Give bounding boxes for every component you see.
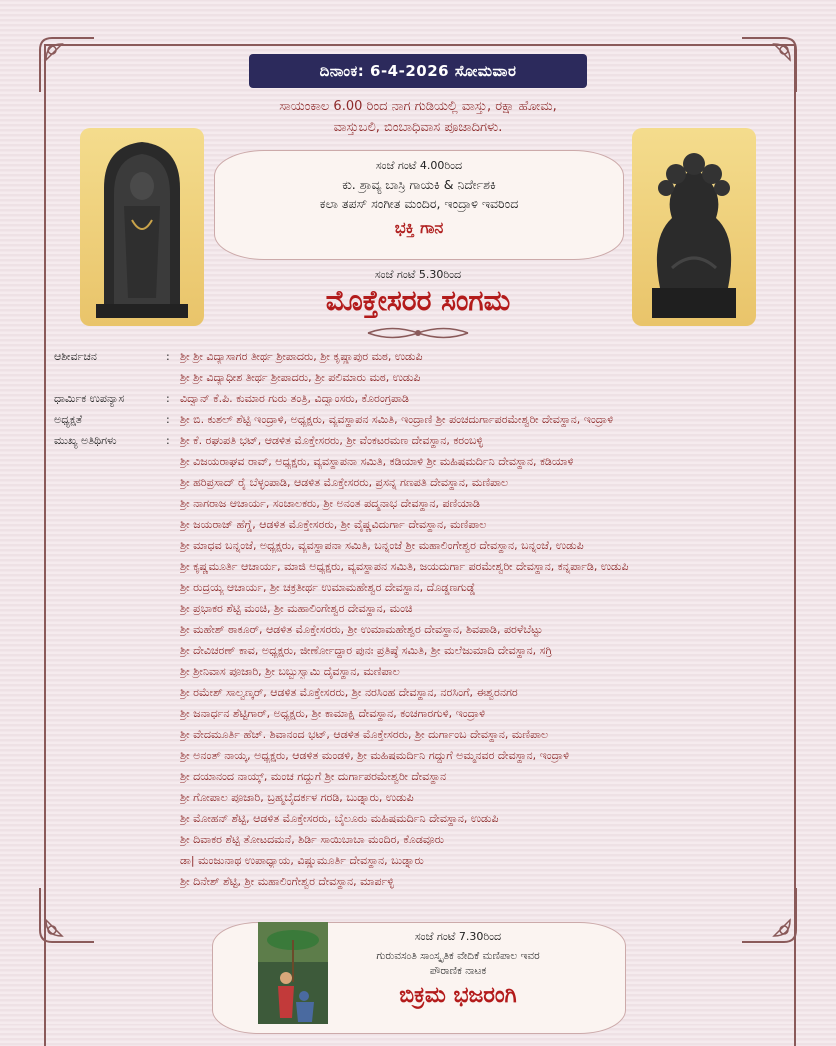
guest-row-colon bbox=[166, 623, 180, 636]
guest-row bbox=[54, 745, 784, 766]
guest-row bbox=[54, 409, 784, 430]
guest-row bbox=[54, 451, 784, 472]
naga-idol-image-right bbox=[632, 128, 756, 326]
guest-row-colon: : bbox=[166, 392, 170, 405]
guest-list bbox=[54, 346, 784, 892]
guest-row-label: ಅಧ್ಯಕ್ಷತೆ bbox=[54, 412, 83, 426]
corner-ornament-top-right bbox=[734, 30, 804, 100]
guest-row-colon bbox=[166, 560, 180, 573]
guest-row-colon bbox=[166, 581, 180, 594]
guest-row-colon bbox=[166, 791, 180, 804]
guest-row-colon bbox=[166, 476, 180, 489]
guest-row-colon: : bbox=[166, 350, 170, 363]
guest-row-value: ಶ್ರೀ ವಿಜಯರಾಘವ ರಾವ್, ಅಧ್ಯಕ್ಷರು, ವ್ಯವಸ್ಥಾಪನಾ ಸಮಿತಿ, ಕಡಿಯಾಳಿ ಶ್ರೀ ಮಹಿಷಮರ್ದಿನಿ ದೇವಸ್ಥಾನ, ಕಡಿಯಾಳಿ bbox=[180, 454, 574, 468]
guest-row-value: ಶ್ರೀ ವೇದಮೂರ್ತಿ ಹೆಚ್. ಶಿವಾನಂದ ಭಟ್, ಆಡಳಿತ ಮೊಕ್ತೇಸರರು, ಶ್ರೀ ದುರ್ಗಾಂಬ ದೇವಸ್ಥಾನ, ಮಣಿಪಾಲ bbox=[180, 727, 549, 741]
guest-row-colon bbox=[166, 686, 180, 699]
guest-row-colon bbox=[166, 707, 180, 720]
guest-row bbox=[54, 535, 784, 556]
guest-row-value: ಶ್ರೀ ಶ್ರೀ ವಿದ್ಯಾಧೀಶ ತೀರ್ಥ ಶ್ರೀಪಾದರು, ಶ್ರೀ ಪಲಿಮಾರು ಮಠ, ಉಡುಪಿ bbox=[180, 370, 421, 384]
guest-row-value: ಶ್ರೀ ಹರಿಪ್ರಸಾದ್ ರೈ ಬೆಳ್ಳಂಪಾಡಿ, ಆಡಳಿತ ಮೊಕ್ತೇಸರರು, ಪ್ರಸನ್ನ ಗಣಪತಿ ದೇವಸ್ಥಾನ, ಮಣಿಪಾಲ bbox=[180, 475, 509, 489]
guest-row bbox=[54, 598, 784, 619]
corner-ornament-top-left bbox=[32, 30, 102, 100]
guest-row-colon bbox=[166, 539, 180, 552]
deity-idol-image-left bbox=[80, 128, 204, 326]
guest-row-colon bbox=[166, 644, 180, 657]
guest-row bbox=[54, 640, 784, 661]
sangama-time: ಸಂಜೆ ಗಂಟೆ 5.30ರಿಂದ bbox=[374, 268, 462, 281]
intro-line: ಸಾಯಂಕಾಲ 6.00 ರಿಂದ ನಾಗ ಗುಡಿಯಲ್ಲಿ ವಾಸ್ತು, ರಕ್ಷಾ ಹೋಮ, bbox=[279, 99, 557, 114]
guest-row-value: ಶ್ರೀ ನಾಗರಾಜ ಆಚಾರ್ಯ, ಸಂಚಾಲಕರು, ಶ್ರೀ ಅನಂತ ಪದ್ಮನಾಭ ದೇವಸ್ಥಾನ, ಪಣಿಯಾಡಿ bbox=[180, 496, 480, 510]
guest-row-colon bbox=[166, 875, 180, 888]
guest-row-value: ವಿದ್ವಾನ್ ಕೆ.ಪಿ. ಕುಮಾರ ಗುರು ತಂತ್ರಿ, ವಿದ್ವಾಂಸರು, ಕೊರಂಗ್ರಪಾಡಿ bbox=[180, 391, 409, 405]
guest-row-value: ಶ್ರೀ ಪ್ರಭಾಕರ ಶೆಟ್ಟಿ ಮಂಚಿ, ಶ್ರೀ ಮಹಾಲಿಂಗೇಶ್ವರ ದೇವಸ್ಥಾನ, ಮಂಚಿ bbox=[180, 601, 413, 615]
guest-row-value: ಶ್ರೀ ಮಹೇಶ್ ಠಾಕೂರ್, ಆಡಳಿತ ಮೊಕ್ತೇಸರರು, ಶ್ರೀ ಉಮಾಮಹೇಶ್ವರ ದೇವಸ್ಥಾನ, ಶಿವಪಾಡಿ, ಪರಳೆಬೆಟ್ಟು bbox=[180, 622, 543, 636]
bhakti-gana-card bbox=[214, 150, 624, 260]
guest-row-colon bbox=[166, 854, 180, 867]
guest-row-colon bbox=[166, 812, 180, 825]
guest-row bbox=[54, 808, 784, 829]
guest-row-value: ಶ್ರೀ ದೇವಿಚರಣ್ ಕಾವ, ಅಧ್ಯಕ್ಷರು, ಜೀರ್ಣೋದ್ಧಾರ ಪುನಃ ಪ್ರತಿಷ್ಠೆ ಸಮಿತಿ, ಶ್ರೀ ಮಲೆಜುಮಾದಿ ದೇವಸ್ಥಾನ, ಸಗ್ರಿ bbox=[180, 643, 552, 657]
guest-row-value: ಶ್ರೀ ದಿವಾಕರ ಶೆಟ್ಟಿ ತೋಟದಮನೆ, ಶಿರ್ಡಿ ಸಾಯಿಬಾಬಾ ಮಂದಿರ, ಕೊಡವೂರು bbox=[180, 832, 445, 846]
guest-row bbox=[54, 346, 784, 367]
sangama-title: ಮೊಕ್ತೇಸರರ ಸಂಗಮ bbox=[325, 284, 511, 317]
guest-row-label: ಮುಖ್ಯ ಅತಿಥಿಗಳು bbox=[54, 433, 117, 447]
guest-row bbox=[54, 850, 784, 871]
drama-time: ಸಂಜೆ ಗಂಟೆ 7.30ರಿಂದ bbox=[414, 930, 502, 943]
intro-text bbox=[150, 96, 686, 138]
drama-text bbox=[334, 930, 582, 1008]
guest-row bbox=[54, 493, 784, 514]
drama-kind: ಪೌರಾಣಿಕ ನಾಟಕ bbox=[429, 965, 487, 977]
guest-row bbox=[54, 556, 784, 577]
guest-row-colon bbox=[166, 497, 180, 510]
guest-row bbox=[54, 766, 784, 787]
guest-row-value: ಶ್ರೀ ರುದ್ರಯ್ಯ ಆಚಾರ್ಯ, ಶ್ರೀ ಚಕ್ರತೀರ್ಥ ಉಮಾಮಹೇಶ್ವರ ದೇವಸ್ಥಾನ, ದೊಡ್ಡಣಗುಡ್ಡೆ bbox=[180, 580, 476, 594]
guest-row-value: ಶ್ರೀ ಜನಾರ್ಧನ ಶೆಟ್ಟಿಗಾರ್, ಅಧ್ಯಕ್ಷರು, ಶ್ರೀ ಕಾಮಾಕ್ಷಿ ದೇವಸ್ಥಾನ, ಕಂಚಗಾರಗುಳಿ, ಇಂದ್ರಾಳಿ bbox=[180, 706, 486, 720]
guest-row-colon: : bbox=[166, 413, 170, 426]
guest-row-value: ಶ್ರೀ ಗೋಪಾಲ ಪೂಜಾರಿ, ಬ್ರಹ್ಮಬೈದರ್ಕಳ ಗರಡಿ, ಬುಡ್ನಾರು, ಉಡುಪಿ bbox=[180, 790, 414, 804]
guest-row-value: ಶ್ರೀ ದಯಾನಂದ ನಾಯ್ಕ್, ಮಂಚ ಗದ್ದುಗೆ ಶ್ರೀ ದುರ್ಗಾಪರಮೇಶ್ವರೀ ದೇವಸ್ಥಾನ bbox=[180, 769, 447, 783]
divider-ornament bbox=[366, 324, 470, 342]
guest-row-colon bbox=[166, 833, 180, 846]
guest-row-value: ಶ್ರೀ ಶ್ರೀ ವಿದ್ಯಾಸಾಗರ ತೀರ್ಥ ಶ್ರೀಪಾದರು, ಶ್ರೀ ಕೃಷ್ಣಾಪುರ ಮಠ, ಉಡುಪಿ bbox=[180, 349, 423, 363]
guest-row bbox=[54, 682, 784, 703]
guest-row bbox=[54, 703, 784, 724]
guest-row-value: ಶ್ರೀ ದಿನೇಶ್ ಶೆಟ್ಟಿ, ಶ್ರೀ ಮಹಾಲಿಂಗೇಶ್ವರ ದೇವಸ್ಥಾನ, ಮಾರ್ಪಳ್ಳಿ bbox=[180, 874, 394, 888]
guest-row bbox=[54, 472, 784, 493]
guest-row bbox=[54, 871, 784, 892]
guest-row-colon: : bbox=[166, 434, 170, 447]
guest-row bbox=[54, 661, 784, 682]
bhakti-artist: ಕು. ಶ್ರಾವ್ಯ ಬಾಸ್ರಿ ಗಾಯಕಿ & ನಿರ್ದೇಶಕಿ bbox=[342, 177, 496, 192]
guest-row-value: ಶ್ರೀ ಶ್ರೀನಿವಾಸ ಪೂಜಾರಿ, ಶ್ರೀ ಬಬ್ಬುಸ್ವಾಮಿ ದೈವಸ್ಥಾನ, ಮಣಿಪಾಲ bbox=[180, 664, 400, 678]
guest-row-value: ಶ್ರೀ ರಮೇಶ್ ಸಾಲ್ವಣ್ಕರ್, ಆಡಳಿತ ಮೊಕ್ತೇಸರರು, ಶ್ರೀ ನರಸಿಂಹ ದೇವಸ್ಥಾನ, ನರಸಿಂಗೆ, ಈಶ್ವರನಗರ bbox=[180, 685, 518, 699]
guest-row bbox=[54, 388, 784, 409]
guest-row bbox=[54, 367, 784, 388]
guest-row bbox=[54, 787, 784, 808]
guest-row-colon bbox=[166, 455, 180, 468]
guest-row-colon bbox=[166, 665, 180, 678]
guest-row bbox=[54, 619, 784, 640]
guest-row-value: ಡಾ| ಮಂಜುನಾಥ ಉಪಾಧ್ಯಾಯ, ವಿಷ್ಣುಮೂರ್ತಿ ದೇವಸ್ಥಾನ, ಬುಡ್ನಾರು bbox=[180, 853, 424, 867]
guest-row-colon bbox=[166, 602, 180, 615]
guest-row bbox=[54, 724, 784, 745]
guest-row-colon bbox=[166, 371, 180, 384]
drama-organizer: ಗುರುವಸಂತಿ ಸಾಂಸ್ಕೃತಿಕ ವೇದಿಕೆ ಮಣಿಪಾಲ ಇವರ bbox=[376, 950, 540, 962]
guest-row-value: ಶ್ರೀ ಅನಂತ್ ನಾಯ್ಕ, ಅಧ್ಯಕ್ಷರು, ಆಡಳಿತ ಮಂಡಳಿ, ಶ್ರೀ ಮಹಿಷಮರ್ದಿನಿ ಗದ್ದುಗೆ ಅಮ್ಮನವರ ದೇವಸ್ಥಾನ, ಇಂದ್ರಾಳಿ bbox=[180, 748, 570, 762]
guest-row-value: ಶ್ರೀ ಮೋಹನ್ ಶೆಟ್ಟಿ, ಆಡಳಿತ ಮೊಕ್ತೇಸರರು, ಬೈಲೂರು ಮಹಿಷಮರ್ದಿನಿ ದೇವಸ್ಥಾನ, ಉಡುಪಿ bbox=[180, 811, 499, 825]
guest-row bbox=[54, 430, 784, 451]
guest-row bbox=[54, 514, 784, 535]
guest-row-value: ಶ್ರೀ ಬಿ. ಕುಶಲ್ ಶೆಟ್ಟಿ ಇಂದ್ರಾಳಿ, ಅಧ್ಯಕ್ಷರು, ವ್ಯವಸ್ಥಾಪನ ಸಮಿತಿ, ಇಂದ್ರಾಣಿ ಶ್ರೀ ಪಂಚದುರ್ಗಾಪರಮೇಶ್ವರೀ ದೇವಸ್ಥಾನ, ಇಂದ್ರಾಳಿ bbox=[180, 412, 614, 426]
guest-row-colon bbox=[166, 770, 180, 783]
guest-row-label: ಆಶೀರ್ವಚನ bbox=[54, 349, 97, 363]
bhakti-venue: ಕಲಾ ತಪಸ್ ಸಂಗೀತ ಮಂದಿರ, ಇಂದ್ರಾಳಿ ಇವರಿಂದ bbox=[319, 196, 519, 211]
guest-row-value: ಶ್ರೀ ಕೆ. ರಘುಪತಿ ಭಟ್, ಆಡಳಿತ ಮೊಕ್ತೇಸರರು, ಶ್ರೀ ವೆಂಕಟರಮಣ ದೇವಸ್ಥಾನ, ಕರಂಬಳ್ಳಿ bbox=[180, 433, 484, 447]
guest-row-colon bbox=[166, 749, 180, 762]
guest-row-value: ಶ್ರೀ ಕೃಷ್ಣಮೂರ್ತಿ ಆಚಾರ್ಯ, ಮಾಜಿ ಅಧ್ಯಕ್ಷರು, ವ್ಯವಸ್ಥಾಪನ ಸಮಿತಿ, ಜಯದುರ್ಗಾ ಪರಮೇಶ್ವರೀ ದೇವಸ್ಥಾನ, ಕನ್ನರ್ಪಾಡಿ, ಉಡುಪಿ bbox=[180, 559, 629, 573]
drama-poster-image bbox=[258, 922, 328, 1024]
guest-row-value: ಶ್ರೀ ಜಯರಾಜ್ ಹೆಗ್ಡೆ, ಆಡಳಿತ ಮೊಕ್ತೇಸರರು, ಶ್ರೀ ವೈಷ್ಣವಿದುರ್ಗಾ ದೇವಸ್ಥಾನ, ಮಣಿಪಾಲ bbox=[180, 517, 487, 531]
guest-row bbox=[54, 577, 784, 598]
guest-row-colon bbox=[166, 728, 180, 741]
guest-row-label: ಧಾರ್ಮಿಕ ಉಪನ್ಯಾಸ bbox=[54, 391, 125, 405]
guest-row bbox=[54, 829, 784, 850]
date-banner: ದಿನಾಂಕ: 6-4-2026 ಸೋಮವಾರ bbox=[249, 54, 587, 88]
bhakti-time: ಸಂಜೆ ಗಂಟೆ 4.00ರಿಂದ bbox=[375, 159, 463, 172]
guest-row-value: ಶ್ರೀ ಮಾಧವ ಬನ್ನಂಜೆ, ಅಧ್ಯಕ್ಷರು, ವ್ಯವಸ್ಥಾಪನಾ ಸಮಿತಿ, ಬನ್ನಂಜೆ ಶ್ರೀ ಮಹಾಲಿಂಗೇಶ್ವರ ದೇವಸ್ಥಾನ, ಬನ್ನಂಜೆ, ಉಡುಪಿ bbox=[180, 538, 584, 552]
bhakti-event-title: ಭಕ್ತಿ ಗಾನ bbox=[394, 218, 444, 237]
intro-line: ವಾಸ್ತುಬಲಿ, ಬಿಂಬಾಧಿವಾಸ ಪೂಜಾದಿಗಳು. bbox=[333, 120, 503, 135]
drama-title: ಬಿಕ್ರಮ ಭಜರಂಗಿ bbox=[399, 982, 517, 1008]
guest-row-colon bbox=[166, 518, 180, 531]
